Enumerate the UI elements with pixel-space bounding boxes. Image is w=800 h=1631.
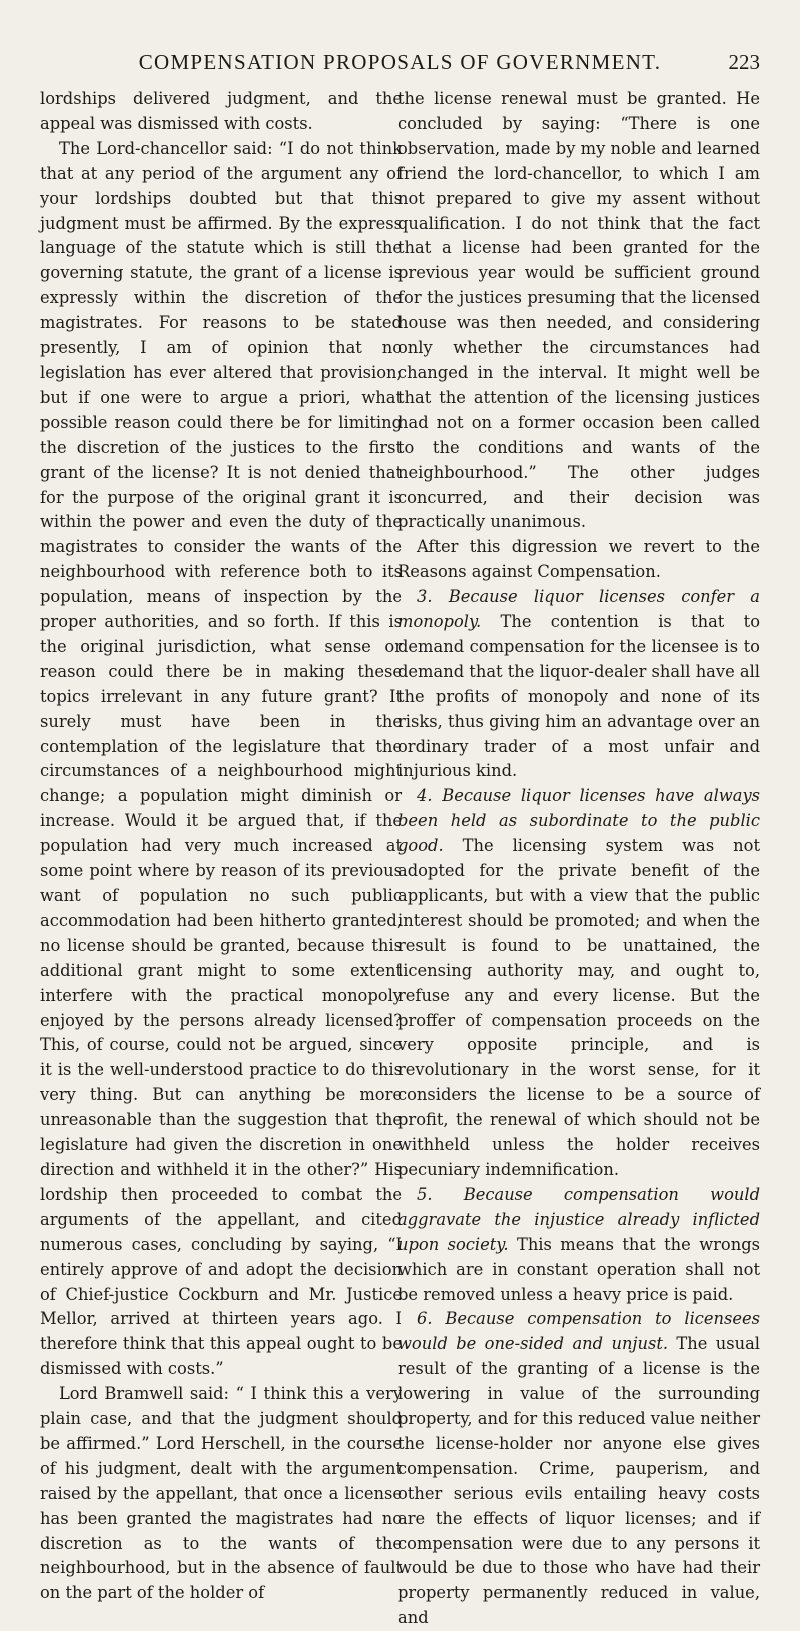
left-column xyxy=(40,87,402,1606)
reason-5 xyxy=(398,1183,760,1308)
reason-4-heading: 4. Because liquor licenses have always been held as subordinate to the public good. xyxy=(398,786,760,856)
reason-3-heading: 3. Because liquor licenses confer a monopoly. xyxy=(398,587,760,632)
reason-3 xyxy=(398,585,760,784)
reason-6-body: The usual result of the granting of a license is the lowering in value of the surrounding property, and for this reduced value neither the license-holder nor anyone else gives compensation. Crime, pauperism, and other serious evils entailing heavy costs are the effects of liquor licenses; and if compensation were due to any persons it would be due to those who have had their property permanently reduced in value, and xyxy=(398,1334,760,1628)
paragraph-lord-chancellor: The Lord-chancellor said: “I do not think that at any period of the argument any of your lordships doubted but that this judgment must be affirmed. By the express language of the statute which is still the governing statute, the grant of a license is expressly within the discretion of the magistrates. For reasons to be stated presently, I am of opinion that no legislation has ever altered that provision; but if one were to argue a priori, what possible reason could there be for limiting the discretion of the justices to the first grant of the license? It is not denied that for the purpose of the original grant it is within the power and even the duty of the magistrates to consider the wants of the neighbourhood with reference both to its population, means of inspection by the proper authorities, and so forth. If this is the original jurisdiction, what sense or reason could there be in making these topics irrelevant in any future grant? It surely must have been in the contemplation of the legislature that the circumstances of a neighbourhood might change; a population might diminish or increase. Would it be argued that, if the population had very much increased at some point where by reason of its previous want of population no such public accommodation had been hitherto granted, no license should be granted, because this additional grant might to some extent interfere with the practical monopoly enjoyed by the persons already licensed? This, of course, could not be argued, since it is the well-understood practice to do this very thing. But can anything be more unreasonable than the suggestion that the legislature had given the discretion in one direction and withheld it in the other?” His lordship then proceeded to combat the arguments of the appellant, and cited numerous cases, concluding by saying, “I entirely approve of and adopt the decision of Chief-justice Cockburn and Mr. Justice Mellor, arrived at thirteen years ago. I therefore think that this appeal ought to be dismissed with costs.” xyxy=(40,138,402,1379)
right-column xyxy=(398,87,760,1631)
reason-3-body: The contention is that to demand compensation for the licensee is to demand that the liquor-dealer shall have all the profits of monopoly and none of its risks, thus giving him an advantage over an ordinary trader of a most unfair and injurious kind. xyxy=(398,612,761,781)
reason-5-body: This means that the wrongs which are in constant operation shall not be removed unless a heavy price is paid. xyxy=(398,1234,760,1304)
paragraph-digression: After this digression we revert to the Reasons against Compensation. xyxy=(398,537,760,582)
reason-4 xyxy=(398,784,760,1183)
paragraph-license-renewal: the license renewal must be granted. He concluded by saying: “There is one observation, made by my noble and learned friend the lord-chancellor, to which I am not prepared to give my assent without qualification. I do not think that the fact that a license had been granted for the previous year would be sufficient ground for the justices presuming that the licensed house was then needed, and considering only whether the circumstances had changed in the interval. It might well be that the attention of the licensing justices had not on a former occasion been called to the conditions and wants of the neighbourhood.” The other judges concurred, and their decision was practically unanimous. xyxy=(398,89,760,532)
reason-4-body: The licensing system was not adopted for the private benefit of the applicants, but with a view that the public interest should be promoted; and when the result is found to be unattained, the licensing authority may, and ought to, refuse any and every license. But the proffer of compensation proceeds on the very opposite principle, and is revolutionary in the worst sense, for it considers the license to be a source of profit, the renewal of which should not be withheld unless the holder receives pecuniary indemnification. xyxy=(398,836,760,1179)
reason-5-heading: 5. Because compensation would aggravate the injustice already inflicted upon society. xyxy=(398,1184,760,1254)
page-number: 223 xyxy=(728,50,760,74)
paragraph-lord-bramwell: Lord Bramwell said: “ I think this a very plain case, and that the judgment should be affirmed.” Lord Herschell, in the course of his judgment, dealt with the argument raised by the appellant, that once a license has been granted the magistrates had no discretion as to the wants of the neighbourhood, but in the absence of fault on the part of the holder of xyxy=(40,1384,402,1603)
running-header xyxy=(40,50,760,82)
running-title: COMPENSATION PROPOSALS OF GOVERNMENT. xyxy=(138,50,662,74)
paragraph-appeal-dismissed: lordships delivered judgment, and the appeal was dismissed with costs. xyxy=(40,89,402,133)
reason-6-heading: 6. Because compensation to licensees would be one-sided and unjust. xyxy=(398,1309,760,1354)
reason-6 xyxy=(398,1307,760,1631)
